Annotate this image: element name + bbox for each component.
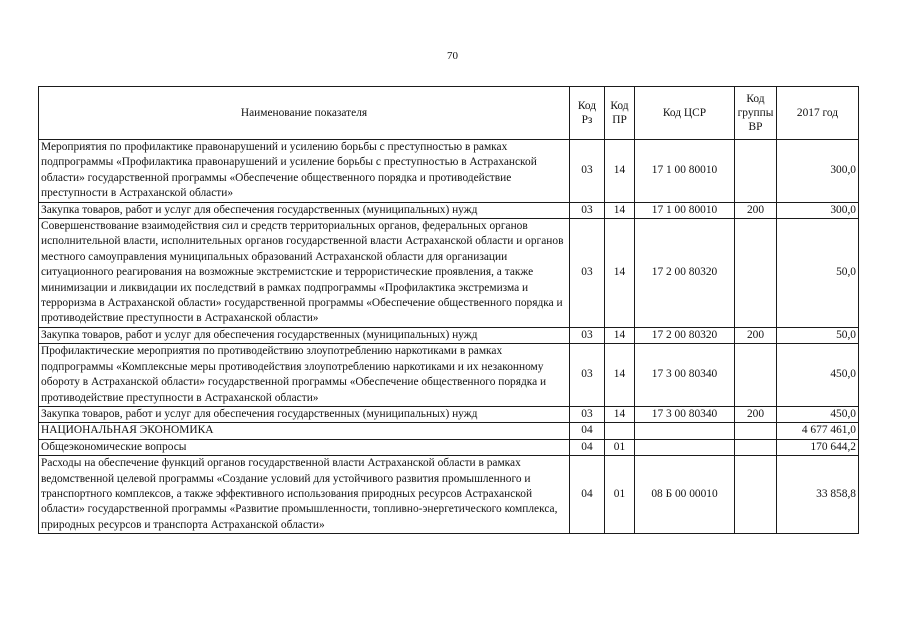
header-csr: Код ЦСР [635, 87, 735, 140]
row-csr [635, 439, 735, 455]
row-amount: 300,0 [777, 202, 859, 218]
header-vr: Код группы ВР [735, 87, 777, 140]
table-row [39, 202, 859, 218]
row-rz: 03 [570, 202, 605, 218]
row-rz: 04 [570, 439, 605, 455]
table-row [39, 456, 859, 534]
budget-table [38, 86, 859, 534]
row-csr: 17 3 00 80340 [635, 406, 735, 422]
row-csr: 17 1 00 80010 [635, 202, 735, 218]
row-vr [735, 439, 777, 455]
header-row [39, 87, 859, 140]
table-row [39, 406, 859, 422]
row-csr: 17 3 00 80340 [635, 344, 735, 407]
row-name: Профилактические мероприятия по противодействию злоупотреблению наркотиками в рамках подпрограммы «Комплексные меры противодействия злоупотреблению наркотиками и их незаконному обороту в Астраханской области» государственной программы «Обеспечение общественного порядка и противодействие преступности в Астраханской области» [39, 344, 570, 407]
table-row [39, 327, 859, 343]
row-pr: 14 [605, 344, 635, 407]
row-name: Закупка товаров, работ и услуг для обеспечения государственных (муниципальных) нужд [39, 327, 570, 343]
row-pr: 01 [605, 456, 635, 534]
row-csr: 17 1 00 80010 [635, 140, 735, 203]
row-rz: 03 [570, 140, 605, 203]
row-rz: 03 [570, 406, 605, 422]
row-rz: 04 [570, 456, 605, 534]
row-amount: 50,0 [777, 327, 859, 343]
row-pr: 01 [605, 439, 635, 455]
row-pr: 14 [605, 327, 635, 343]
page-number: 70 [447, 50, 458, 62]
header-rz: Код Рз [570, 87, 605, 140]
row-vr [735, 423, 777, 439]
row-csr: 08 Б 00 00010 [635, 456, 735, 534]
header-name: Наименование показателя [39, 87, 570, 140]
row-vr [735, 140, 777, 203]
row-amount: 33 858,8 [777, 456, 859, 534]
row-rz: 04 [570, 423, 605, 439]
row-pr: 14 [605, 406, 635, 422]
table-row [39, 423, 859, 439]
row-rz: 03 [570, 344, 605, 407]
row-vr: 200 [735, 202, 777, 218]
row-name: Общеэкономические вопросы [39, 439, 570, 455]
row-vr: 200 [735, 406, 777, 422]
row-csr [635, 423, 735, 439]
row-pr: 14 [605, 202, 635, 218]
row-amount: 450,0 [777, 406, 859, 422]
header-year: 2017 год [777, 87, 859, 140]
row-rz: 03 [570, 327, 605, 343]
row-vr [735, 219, 777, 328]
table-row [39, 344, 859, 407]
table-row [39, 140, 859, 203]
row-csr: 17 2 00 80320 [635, 219, 735, 328]
row-amount: 4 677 461,0 [777, 423, 859, 439]
row-pr: 14 [605, 219, 635, 328]
row-rz: 03 [570, 219, 605, 328]
header-pr: Код ПР [605, 87, 635, 140]
row-vr [735, 344, 777, 407]
row-name: Закупка товаров, работ и услуг для обеспечения государственных (муниципальных) нужд [39, 406, 570, 422]
row-name: Расходы на обеспечение функций органов государственной власти Астраханской области в рамках ведомственной целевой программы «Создание условий для устойчивого развития промышленного и транспортного комплексов, а также эффективного использования природных ресурсов Астраханской области» государственной программы «Развитие промышленности, топливно-энергетического комплекса, природных ресурсов и транспорта Астраханской области» [39, 456, 570, 534]
row-csr: 17 2 00 80320 [635, 327, 735, 343]
row-pr: 14 [605, 140, 635, 203]
table-row [39, 219, 859, 328]
row-name: НАЦИОНАЛЬНАЯ ЭКОНОМИКА [39, 423, 570, 439]
row-name: Мероприятия по профилактике правонарушений и усилению борьбы с преступностью в рамках подпрограммы «Профилактика правонарушений и усиление борьбы с преступностью в Астраханской области» государственной программы «Обеспечение общественного порядка и противодействие преступности в Астраханской области» [39, 140, 570, 203]
row-pr [605, 423, 635, 439]
row-name: Совершенствование взаимодействия сил и средств территориальных органов, федеральных органов исполнительной власти, исполнительных органов государственной власти Астраханской области и органов местного самоуправления муниципальных образований Астраханской области для организации ситуационного реагирования на возможные экстремистские и террористические проявления, а также минимизации и ликвидации их последствий в рамках подпрограммы «Профилактика экстремизма и терроризма в Астраханской области» государственной программы «Обеспечение общественного порядка и противодействие преступности в Астраханской области» [39, 219, 570, 328]
row-amount: 450,0 [777, 344, 859, 407]
row-vr [735, 456, 777, 534]
row-name: Закупка товаров, работ и услуг для обеспечения государственных (муниципальных) нужд [39, 202, 570, 218]
table-row [39, 439, 859, 455]
row-vr: 200 [735, 327, 777, 343]
row-amount: 300,0 [777, 140, 859, 203]
row-amount: 170 644,2 [777, 439, 859, 455]
row-amount: 50,0 [777, 219, 859, 328]
